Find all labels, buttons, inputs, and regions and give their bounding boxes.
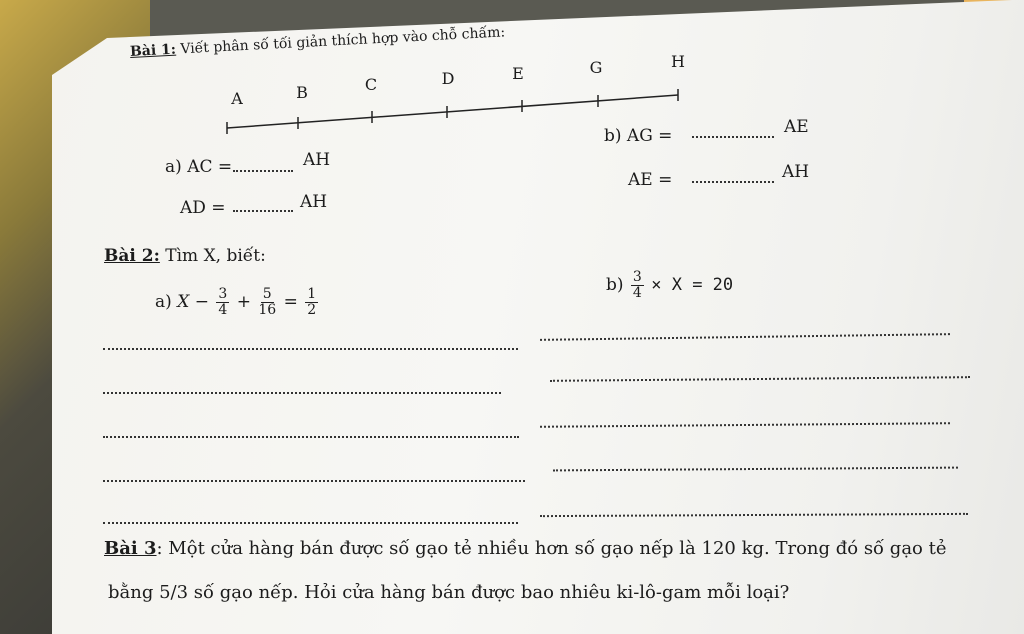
exercise3-text1: : Một cửa hàng bán được số gạo tẻ nhiều hơn số gạo nếp là 120 kg. Trong đó số gạo tẻ: [156, 538, 947, 559]
fraction-3-4-b: [631, 270, 644, 301]
exercise1-title: Bài 1:: [129, 41, 177, 60]
exercise3-title: Bài 3: [104, 538, 157, 559]
fraction-1-2: [305, 287, 318, 318]
exercise2-title: Bài 2:: [104, 246, 160, 266]
point-label-g: G: [589, 58, 603, 77]
point-label-h: H: [671, 52, 685, 71]
exercise2-b-rest: × X = 20: [651, 275, 734, 295]
exercise1-instruction: Viết phân số tối giản thích hợp vào chỗ chấm:: [179, 24, 506, 58]
point-label-a: A: [231, 89, 243, 108]
point-label-c: C: [364, 75, 378, 94]
point-label-d: D: [441, 69, 455, 88]
answer-blank-ae[interactable]: [692, 181, 774, 183]
numerator: 1: [307, 286, 317, 302]
exercise1-a2-right: AH: [300, 192, 328, 212]
answer-line[interactable]: [103, 392, 501, 394]
exercise1-b1-right: AE: [784, 117, 809, 137]
minus-sign: −: [194, 292, 209, 312]
answer-blank-ac[interactable]: [233, 170, 293, 172]
exercise2-b-equation: [606, 270, 733, 301]
denominator: 2: [307, 302, 317, 318]
answer-line[interactable]: [103, 480, 525, 482]
plus-sign: +: [236, 292, 251, 312]
answer-blank-ag[interactable]: [692, 136, 774, 138]
point-label-e: E: [512, 64, 524, 83]
exercise2-instruction: Tìm X, biết:: [165, 246, 266, 266]
equals-sign: =: [283, 292, 298, 312]
exercise2-a-equation: [155, 287, 320, 318]
numerator: 3: [632, 269, 642, 285]
exercise1-a-label: a): [165, 157, 182, 177]
exercise2-heading: [104, 246, 266, 266]
exercise1-a2-left: AD =: [180, 198, 226, 218]
exercise1-b-label: b): [604, 126, 622, 146]
denominator: 16: [258, 302, 277, 318]
exercise3-line1: [104, 538, 947, 559]
exercise1-b2-left: AE =: [628, 170, 673, 190]
denominator: 4: [218, 302, 228, 318]
variable-x: X: [177, 292, 190, 312]
point-label-b: B: [296, 83, 308, 102]
numerator: 5: [262, 286, 272, 302]
segment-line: [227, 95, 678, 128]
exercise2-b-label: b): [606, 275, 624, 295]
denominator: 4: [632, 285, 642, 301]
numerator: 3: [218, 286, 228, 302]
fraction-5-16: [258, 287, 276, 318]
answer-line[interactable]: [103, 348, 518, 350]
exercise1-b2-right: AH: [782, 162, 810, 182]
answer-line[interactable]: [103, 522, 518, 524]
exercise1-a1-right: AH: [303, 150, 331, 170]
fraction-3-4: [216, 287, 229, 318]
exercise1-b1-left: AG =: [626, 126, 673, 146]
exercise1-a1-left: AC =: [187, 157, 233, 177]
exercise1-b-row1: [604, 126, 672, 146]
answer-line[interactable]: [103, 436, 519, 438]
exercise3-line2: bằng 5/3 số gạo nếp. Hỏi cửa hàng bán được bao nhiêu ki-lô-gam mỗi loại?: [108, 582, 790, 603]
answer-blank-ad[interactable]: [233, 210, 293, 212]
exercise2-a-label: a): [155, 292, 172, 312]
exercise1-a-row1: [165, 157, 232, 177]
